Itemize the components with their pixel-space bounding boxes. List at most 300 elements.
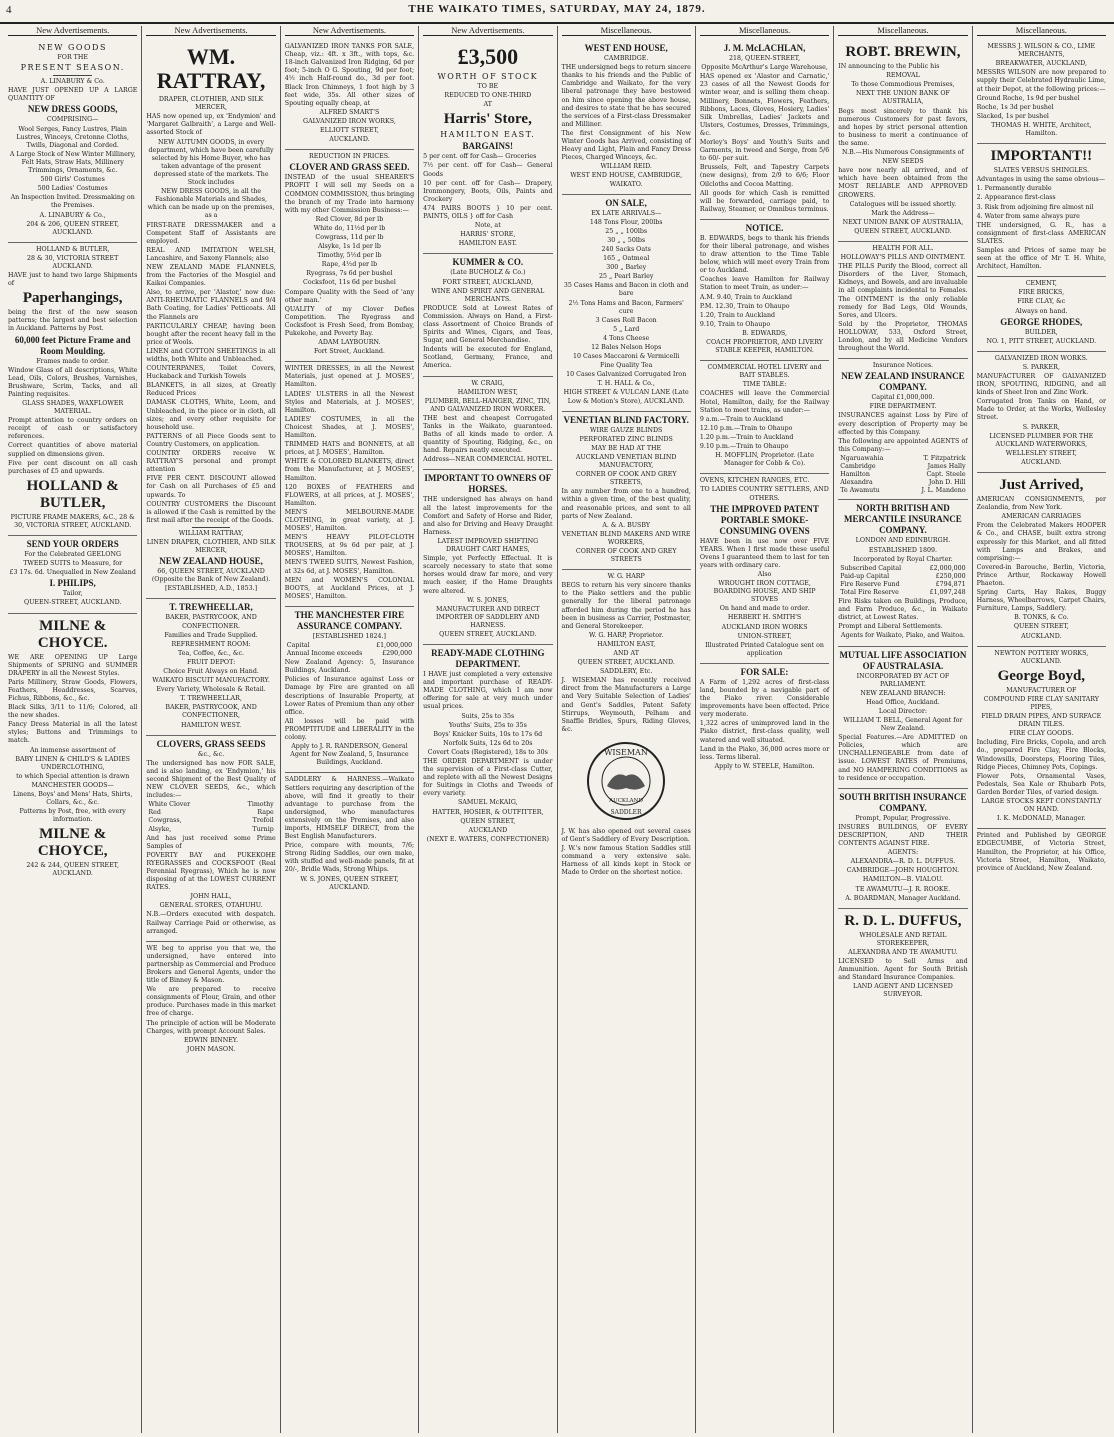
ad-line: HAMILTON EAST.	[458, 240, 517, 248]
ad-line: T. H. HALL & Co.,	[597, 380, 655, 388]
ad-paragraph: Fancy Dress Material in all the latest styles; Buttons and Trimmings to match.	[8, 721, 138, 745]
advertisement	[8, 536, 137, 613]
advertisement	[977, 829, 1106, 877]
ad-paragraph: And has just received some Prime Samples of	[146, 834, 276, 850]
ad-line: MANUFACTURER OF	[1006, 686, 1077, 694]
ad-line: WAIKATO BISCUIT MANUFACTORY.	[152, 677, 270, 685]
row-label: Subscribed Capital	[840, 564, 902, 572]
ad-line: An immense assortment of	[30, 746, 116, 754]
ad-line: A. LINABURY & Co.,	[39, 211, 106, 219]
ad-paragraph: LINEN and COTTON SHEETINGS in all widths, both White and Unbleached.	[146, 347, 276, 363]
ad-line: Tailor,	[62, 590, 83, 598]
price-row	[840, 455, 965, 463]
ad-line: Head Office, Auckland.	[866, 698, 940, 706]
ad-paragraph: 1,322 acres of unimproved land in the Piako district, first-class quality, well watered and well situated.	[699, 720, 830, 744]
advertisement	[562, 195, 691, 412]
advertisement	[8, 40, 137, 243]
ad-paragraph: Prompt attention to country orders on receipt of cash or satisfactory references.	[8, 417, 138, 441]
ad-line: NEXT THE UNION BANK OF AUSTRALIA,	[855, 90, 950, 106]
ad-paragraph: Window Glass of all descriptions, White Lead, Oils, Colors, Brushes, Varnishes, Brushware, Scrim, Tacks, and all Painting requisites.	[8, 366, 138, 398]
row-label: Ngaruawahia	[840, 454, 884, 462]
ad-paragraph: J. WISEMAN has recently received direct from the Manufacturers a Large and Very Suitable Selection of Ladies' and Gent's Saddles, Patent Safety Stirrups, Weymouth, Pelham and Snaffle Bridles, Spurs, Riding Gloves, &c.	[561, 677, 691, 733]
columns-container	[4, 26, 1110, 1433]
ad-paragraph: 1.20, Train to Auckland	[699, 311, 776, 319]
ad-paragraph: 4. Water from same always pure	[976, 212, 1080, 220]
price-row	[287, 642, 412, 650]
ad-line: Prompt, Popular, Progressive.	[855, 814, 951, 822]
ad-line: Apply to J. R. RANDERSON, General Agent for New Zealand, 5, Insurance Buildings, Auckland.	[290, 743, 409, 767]
ad-paragraph: We are prepared to receive consignments of Flour, Grain, and other produce. Purchases made in this market free of charge.	[146, 986, 276, 1018]
ad-paragraph: BLANKETS, in all sizes, at Greatly Reduced Prices	[146, 382, 276, 398]
ad-paragraph: Spring Carts, Hay Rakes, Buggy Harness, Wheelbarrows, Carpet Chairs, Furniture, Lamps, Saddlery.	[976, 589, 1106, 613]
ad-line: AUCKLAND	[468, 826, 508, 834]
ad-line: HOLLOWAY'S PILLS AND OINTMENT.	[840, 254, 966, 262]
ad-paragraph: 9 a.m.—Train to Auckland	[699, 415, 784, 423]
ad-paragraph: Sold by the Proprietor, THOMAS HOLLOWAY, 533, Oxford Street, London, and by all Medicine Vendors throughout the World.	[838, 320, 968, 353]
ad-line: 10 Cases Maccaroni & Vermicelli	[573, 353, 680, 361]
ad-paragraph: Fire Risks taken on Buildings, Produce, and Farm Produce, &c., in Waikato district, at Lowest Rates.	[838, 598, 968, 622]
ad-line: WILLIAM RATTRAY,	[178, 529, 244, 537]
ad-paragraph: DAMASK CLOTHS, White, Loom, and Unbleached, in the piece or in cloth, all sizes; and every other requisite for household use.	[146, 399, 276, 431]
column-heading: Miscellaneous.	[562, 26, 691, 36]
ad-heading: THE IMPROVED PATENT PORTABLE SMOKE-CONSUMING OVENS	[710, 503, 819, 536]
column-5	[558, 26, 696, 1433]
price-row	[840, 573, 965, 581]
ad-paragraph: HAS now opened up, ex 'Endymion' and 'Margaret Galbraith', a Large and Well-assorted Stock of	[146, 113, 276, 137]
ad-line: NEW ZEALAND BRANCH:	[860, 689, 946, 697]
ad-paragraph: Five per cent discount on all cash purchases of £5 and upwards.	[8, 459, 138, 475]
ad-line: Alsyke, 1s 1d per lb	[317, 243, 381, 251]
ad-line: HAMILTON WEST.	[180, 721, 242, 729]
ad-paragraph: Paris Millinery, Straw Goods, Flowers, Feathers, Headdresses, Scarves, Fichus, Ribbons, &c., &c.	[8, 678, 138, 702]
ad-paragraph: Advantages in using the same obvious—	[976, 176, 1106, 184]
ad-line: H. MOFFLIN, Proprietor. (Late Manager for Cobb & Co).	[715, 452, 814, 468]
ad-paragraph: INSTEAD of the usual SHEARER'S PROFIT I will sell my Seeds on a COMMON COMMISSION, thus bringing the branch of my Trade into harmony with my other Commission Business:—	[284, 174, 415, 214]
ad-line: HARRIS' STORE,	[460, 231, 516, 239]
ad-line: NEXT UNION BANK OF AUSTRALIA,	[842, 218, 964, 226]
ad-paragraph: Compare Quality with the Seed of 'any other man.'	[284, 288, 415, 304]
ad-line: WROUGHT IRON COTTAGE, BOARDING HOUSE, AND SHIP STOVES	[713, 580, 816, 604]
ad-line: LICENSED PLUMBER FOR THE AUCKLAND WATERWORKS,	[989, 432, 1094, 448]
ad-paragraph: being the first of the new season patterns; the largest and best selection in Auckland. Patterns by Post.	[8, 309, 138, 333]
ad-paragraph: 3. Risk from adjoining fire almost nil	[976, 203, 1094, 211]
ad-heading: KUMMER & CO.	[452, 257, 524, 268]
ad-line: A. LINABURY & Co.	[40, 78, 105, 86]
ad-line: To those Commodious Premises,	[851, 81, 955, 89]
ad-line: 66, QUEEN STREET, AUCKLAND (Opposite the Bank of New Zealand).	[151, 568, 271, 584]
ad-display-heading: Just Arrived,	[999, 477, 1084, 494]
ad-heading: 60,000 feet Picture Frame and Room Moulding.	[14, 334, 131, 356]
ad-line: Every Variety, Wholesale & Retail.	[156, 686, 266, 694]
ad-line: REFRESHMENT ROOM:	[171, 640, 251, 648]
ad-paragraph: 12.10 p.m.—Train to Ohaupo	[699, 424, 793, 432]
ad-paragraph: HAVE been in use now over FIVE YEARS. When I first made these useful Ovens I guaranteed them to last for ten years with ordinary care.	[699, 537, 830, 569]
column-heading: Miscellaneous.	[977, 26, 1106, 36]
ad-line: Agents for Waikato, Piako, and Waitoa.	[840, 632, 965, 640]
ad-line: QUEEN STREET,	[460, 817, 516, 825]
ad-line: Timothy, 5½d per lb	[317, 252, 382, 260]
ad-line: REDUCED TO ONE-THIRD	[444, 92, 532, 100]
ad-paragraph: MEN and WOMEN'S COLONIAL BOOTS, at Auckland Prices, at J. MOSES', Hamilton.	[284, 576, 415, 600]
ad-heading: FOR SALE:	[740, 666, 789, 677]
advertisement	[977, 277, 1106, 352]
ad-display-heading: R. D. L. DUFFUS,	[844, 912, 962, 929]
ad-line: EX LATE ARRIVALS—	[591, 209, 662, 217]
ad-line: AUCKLAND.	[1021, 458, 1062, 466]
row-value: J. L. Mandeno	[921, 487, 966, 495]
divider-rule	[192, 527, 231, 528]
ad-paragraph: THE undersigned begs to return sincere thanks to his friends and the Public of Cambridge and Waikato, for the very liberal patronage they have bestowed on him since opening the above house, and desires to state that he has secured the services of a First-class Dressmaker and Milliner.	[561, 64, 691, 128]
ad-paragraph: From the Celebrated Makers HOOPER & Co., and CHASE, built extra strong expressly for this Market, and all fitted with Lamps and Brakes, and comprising:—	[976, 522, 1106, 562]
ad-line: (NEXT E. WATERS, CONFECTIONER)	[426, 835, 549, 843]
ad-paragraph: Black Silks, 3/11 to 11/6; Colored, all the new shades.	[8, 704, 138, 720]
row-label: Cambridge	[840, 463, 876, 471]
ad-line: VENETIAN BLIND MAKERS AND WIRE WORKERS,	[561, 530, 691, 546]
ad-line: 10 Cases Galvanized Corrugated Iron	[566, 371, 687, 379]
ad-paragraph: THE ORDER DEPARTMENT is under the supervision of a First-class Cutter, and replete with all the Newest Designs for Suitings in Cloths and Tweeds of every variety.	[423, 758, 553, 798]
ad-paragraph: A.M. 9.40, Train to Auckland	[699, 293, 793, 301]
ad-line: 165 „ Oatmeal	[603, 255, 650, 263]
ad-line: SLATES VERSUS SHINGLES.	[993, 167, 1089, 175]
ad-line: 148 Tons Flour, 200lbs	[589, 218, 663, 226]
ad-paragraph: Including, Fire Bricks, Copola, and arch do., prepared Fire Clay, Fire Blocks, Windowsills, Doorsteps, Flooring Tiles, Ridge Pieces, Chimney Pots, Copings.	[976, 739, 1106, 771]
ad-line: Cowgrass, 11d per lb	[315, 233, 384, 241]
ad-paragraph: FIRST-RATE DRESSMAKER and a Competent Staff of Assistants are employed.	[146, 221, 276, 245]
ad-paragraph: QUALITY of my Clover Defies Competition. The Ryegrass and Cocksfoot is Fresh Seed, from Bombay, Pukekohe, and Poverty Bay.	[284, 305, 415, 337]
row-value: £2,000,000	[929, 564, 966, 572]
ad-line: HERBERT H. SMITH'S	[727, 614, 802, 622]
ad-line: Boys' Knicker Suits, 10s to 17s 6d	[433, 730, 543, 738]
ad-paragraph: Samples and Prices of same may be seen at the office of Mr T. H. White, Architect, Hamilton.	[976, 246, 1106, 271]
ad-line: CORNER OF COOK AND GREY STREETS	[575, 547, 677, 564]
ad-line: AUCKLAND.	[329, 136, 370, 144]
ad-line: 30 „ „ 50lbs	[607, 236, 646, 244]
ad-line: CORNER OF COOK AND GREY STREETS,	[575, 471, 677, 487]
ad-line: MAY BE HAD AT THE	[591, 444, 662, 452]
ad-line: Suits, 25s to 35s	[461, 712, 515, 720]
ad-line: FOR THE	[57, 54, 88, 62]
ad-spaced-heading: HAMILTON EAST.	[440, 130, 536, 140]
ad-paragraph: MESSRS WILSON are now prepared to supply their Celebrated Hydraulic Lime, at their Depot, at the following prices:—	[976, 69, 1106, 93]
ad-line: BAKER, PASTRYCOOK, AND CONFECTIONER.	[165, 614, 257, 630]
row-value: £250,000	[935, 572, 966, 580]
ad-paragraph: Prompt and Liberal Settlements.	[838, 623, 943, 631]
ad-line: NEWTON POTTERY WORKS, AUCKLAND.	[994, 649, 1089, 665]
ad-line: MANUFACTURER AND DIRECT IMPORTER OF SADDLERY AND HARNESS.	[436, 605, 540, 629]
ad-line: ESTABLISHED 1809.	[868, 546, 937, 554]
row-value: Timothy	[247, 801, 274, 809]
ad-line: 204 & 206, QUEEN STREET, AUCKLAND.	[26, 220, 119, 236]
ad-line: Note, at	[474, 222, 501, 230]
ad-line: A. & A. BUSBY	[602, 521, 650, 529]
ad-paragraph: THE undersigned has always on hand all the latest improvements for the Comfort and Safety of Horse and Rider, and also for Driving and Heavy Draught Harness.	[423, 496, 553, 536]
ad-line: Fort Street, Auckland.	[313, 348, 385, 356]
ad-line: Families and Trade Supplied.	[164, 631, 258, 639]
ad-line: FIELD DRAIN PIPES, AND SURFACE DRAIN TILES.	[981, 713, 1102, 729]
ad-line: AUCKLAND IRON WORKS	[721, 623, 808, 631]
ad-display-heading: IMPORTANT!!	[990, 148, 1093, 165]
ad-line: INCORPORATED BY ACT OF PARLIAMENT.	[856, 672, 950, 688]
ad-paragraph: The undersigned has now FOR SALE, and is also landing, ex 'Endymion,' his second Shipment of the Best Quality of NEW CLOVER SEEDS, &c., which includes:—	[146, 759, 276, 800]
advertisement	[700, 474, 829, 664]
ad-line: QUEEN STREET, AUCKLAND.	[439, 630, 537, 638]
ad-paragraph: A Farm of 1,292 acres of first-class land, bounded by a navigable part of the Piako river. Considerable improvements have been effected. Price very moderate.	[699, 678, 830, 719]
ad-line: 240 Sacks Oats	[601, 245, 651, 253]
row-value: John D. Hill	[928, 479, 966, 487]
newspaper-title: THE WAIKATO TIMES, SATURDAY, MAY 24, 1879.	[408, 3, 706, 15]
ad-heading: SEND YOUR ORDERS	[26, 539, 119, 550]
ad-line: W. S. JONES,	[467, 596, 509, 604]
ad-paragraph: Printed and Published by GEORGE EDGECUMBE, of Victoria Street, Hamilton, the Proprietor, at his Office, Victoria Street, Hamilton, Waikato, province of Auckland, New Zealand.	[976, 832, 1106, 872]
ad-line: 242 & 244, QUEEN STREET, AUCKLAND.	[26, 862, 119, 878]
ad-paragraph: INSURES BUILDINGS, OF EVERY DESCRIPTION, AND THEIR CONTENTS AGAINST FIRE.	[838, 823, 968, 848]
ad-paragraph: The following are appointed AGENTS of this Company:—	[838, 437, 968, 453]
divider-rule	[53, 75, 92, 76]
ad-line: WHOLESALE AND RETAIL STOREKEEPER,	[859, 931, 947, 947]
ad-line: 500 Girls' Costumes	[40, 176, 105, 184]
ad-paragraph: LICENSED to Sell Arms and Ammunition. Agent for South British and Standard Insurance Companies.	[838, 957, 968, 982]
advertisement	[977, 647, 1106, 830]
ad-paragraph: Covered-in Barouche, Berlin, Victoria, Prince Arthur, Rockaway Howell Phaeton.	[976, 563, 1106, 587]
ad-line: NO. 1, PITT STREET, AUCKLAND.	[986, 337, 1097, 345]
ad-line: ELLIOTT STREET,	[320, 127, 379, 135]
ad-line: For the Celebrated GEELONG	[24, 551, 121, 559]
ad-heading: THE MANCHESTER FIRE ASSURANCE COMPANY.	[294, 609, 405, 631]
ad-paragraph: In any number from one to a hundred, within a given time, of the best quality, and reasonable prices, and sent to all parts of New Zealand.	[561, 488, 691, 520]
ad-line: AT	[483, 101, 493, 109]
ad-line: SAMUEL McKAIG,	[457, 799, 518, 807]
ad-line: Apply to W. STEELE, Hamilton.	[714, 762, 815, 770]
ad-paragraph: J. W.'s now famous Station Saddles still command a very extensive sale. Harness of all kinds kept in Stock or Made to Order on the shortest notice.	[561, 845, 691, 877]
ad-line: &c., &c.	[197, 750, 225, 758]
price-row	[148, 826, 273, 834]
ad-line: 5 „ Lard	[613, 325, 640, 333]
ad-paragraph: PRODUCE Sold at Lowest Rates of Commission. Always on Hand, a First-class Assortment of Choice Brands of Spirits and Wines, Cigars, and Teas, Sugar, and General Merchandise.	[423, 304, 553, 345]
ad-line: W. CRAIG,	[471, 379, 505, 387]
ad-line: QUEEN STREET, AUCKLAND.	[854, 227, 952, 235]
ad-line: 2½ Tons Hams and Bacon, Farmers' cure	[568, 299, 684, 315]
ad-line: BABY LINEN & CHILD'S & LADIES UNDERCLOTHING,	[15, 755, 130, 771]
ad-heading: NORTH BRITISH AND MERCANTILE INSURANCE COMPANY.	[844, 503, 962, 536]
ad-line: REDUCTION IN PRICES.	[309, 153, 390, 161]
advertisement	[977, 352, 1106, 473]
ad-line: W. S. JONES, QUEEN STREET, AUCKLAND.	[300, 875, 399, 891]
ad-paragraph: MEN'S MELBOURNE-MADE CLOTHING, in great variety, at J. MOSES', Hamilton.	[284, 508, 415, 533]
ad-paragraph: 10 per cent. off for Cash— Drapery, Ironmongery, Boots, Oils, Paints and Crockery	[423, 179, 553, 203]
ad-paragraph: HAVE just to hand two large Shipments of	[8, 272, 138, 288]
advertisement	[700, 664, 829, 776]
ad-paragraph: Price, compare with mounts, 7/6; Strong Riding Saddles, our own make, with stuffed and well-made panels, fit at 20/-, Bridle Wads, Strong Whips.	[284, 842, 415, 874]
ad-line: 25 „ Pearl Barley	[598, 273, 654, 281]
ad-line: Choice Fruit Always on Hand.	[163, 668, 259, 675]
ad-paragraph: J. W. has also opened out several cases of Gent's Saddlery of Every Description.	[561, 827, 691, 844]
ad-line: Opposite McArthur's Large Warehouse,	[701, 64, 828, 72]
ad-paragraph: 474 PAIRS BOOTS } 10 per cent. PAINTS, OILS } off for Cash	[423, 204, 553, 221]
ad-paragraph: Begs most sincerely to thank his numerous Customers for past favors, and hopes by strict personal attention to business to merit a continuance of the same.	[838, 107, 968, 147]
column-heading: New Advertisements.	[285, 26, 414, 36]
ad-line: Cocksfoot, 11s 6d per bushel	[303, 279, 396, 287]
ad-line: HAMILTON EAST,	[597, 640, 656, 648]
advertisement	[700, 220, 829, 361]
ad-line: W. G. HARP	[607, 573, 645, 581]
ad-paragraph: 7½ per cent. off for Cash— General Goods	[423, 162, 553, 178]
ad-paragraph: MANUFACTURER OF GALVANIZED IRON, SPOUTING, RIDGING, and all kinds of Sheet Iron and Zinc Work.	[976, 373, 1106, 397]
ad-line: S. PARKER,	[1022, 423, 1060, 431]
ad-line: JOHN HALL,	[190, 893, 232, 901]
ad-line: QUEEN STREET, AUCKLAND.	[577, 659, 675, 667]
ad-line: TO BE	[477, 83, 499, 91]
ad-line: [ESTABLISHED, A.D., 1853.]	[164, 585, 258, 593]
ad-line: Patterns by Post, free, with every information.	[19, 808, 126, 824]
ad-line: WILLIAM REID.	[600, 163, 652, 171]
ad-line: ALEXANDRA AND TE AWAMUTU.	[848, 948, 958, 956]
ad-line: Also	[757, 570, 772, 578]
advertisement	[146, 736, 275, 942]
price-row	[840, 565, 965, 573]
row-value: Trefoil	[252, 817, 274, 825]
row-label: Annual Income exceeds	[286, 650, 363, 658]
ad-line: Norfolk Suits, 12s 6d to 20s	[443, 739, 533, 747]
column-6	[696, 26, 834, 1433]
ad-paragraph: WINTER DRESSES, in all the Newest Materials, just opened at J. MOSES', Hamilton.	[284, 365, 415, 389]
ad-line: 28 & 30, VICTORIA STREET AUCKLAND.	[27, 254, 119, 270]
ad-line: T. TREWHEELLAR,	[180, 695, 242, 703]
ad-paragraph: Brussels, Felt, and Tapestry Carpets (new designs), from 2/9 to 6/6; Floor Oilcloths and Cocoa Matting.	[699, 164, 830, 188]
page-number: 4	[6, 4, 13, 16]
ad-paragraph: LADIES' ULSTERS in all the Newest Styles and Materials, at J. MOSES', Hamilton.	[284, 390, 415, 414]
ad-line: HAMILTON—B. VIALOU.	[862, 876, 943, 884]
column-heading: New Advertisements.	[146, 26, 275, 36]
ad-paragraph: 1.20 p.m.—Train to Auckland	[699, 433, 794, 441]
price-row	[840, 589, 965, 597]
seal-name-text: WISEMAN	[604, 747, 649, 757]
ad-line: to which Special attention is drawn	[16, 772, 130, 780]
ad-paragraph: NEW ZEALAND MADE FLANNELS, from the Factories of the Mosgiel and Kaikoi Companies.	[146, 263, 276, 288]
ad-line: BAKER, PASTRYCOOK, AND CONFECTIONER,	[165, 704, 257, 720]
ad-line: FORT STREET, AUCKLAND,	[442, 278, 534, 286]
advertisement	[285, 773, 414, 896]
price-row	[840, 471, 965, 479]
ad-heading: I. PHILIPS,	[49, 578, 96, 589]
ad-paragraph: PATTERNS of all Piece Goods sent to Country Customers, on application.	[146, 432, 276, 448]
advertisement	[8, 614, 137, 884]
advertisement	[838, 40, 967, 242]
saddle-icon	[607, 774, 645, 789]
ad-heading: CLOVER AND GRASS SEED.	[289, 162, 410, 173]
ad-line: MANCHESTER GOODS—	[31, 781, 114, 789]
ad-line: A Large Stock of New Winter Millinery, Felt Hats, Straw Hats, Millinery Trimmings, Ornaments, &c.	[9, 150, 136, 175]
ad-line: PERFORATED ZINC BLINDS	[579, 435, 673, 443]
ad-large-heading: WM. RATTRAY,	[156, 44, 266, 94]
price-row	[148, 809, 273, 817]
ad-line: NEW AUTUMN GOODS, in every department, which have been carefully selected by his Home Buyer, who has taken advantage of the present depressed state of the markets. The Stock includes	[148, 138, 274, 187]
advertisement	[285, 362, 414, 607]
ad-line: CAMBRIDGE—JOHN HOUGHTON.	[846, 867, 960, 875]
advertisement	[423, 377, 552, 471]
advertisement	[146, 942, 275, 1059]
advertisement	[838, 500, 967, 646]
ad-line: AUCKLAND VENETIAN BLIND MANUFACTORY,	[575, 453, 677, 470]
advertisement	[8, 243, 137, 536]
ad-line: WIRE GAUZE BLINDS	[590, 426, 663, 434]
ad-line: 35 Cases Hams and Bacon in cloth and bare	[563, 282, 689, 298]
ad-line: N.B.—His Numerous Consignments of	[842, 149, 964, 157]
ad-line: Youths' Suits, 25s to 35s	[448, 721, 527, 729]
row-value: Rape	[257, 809, 274, 817]
ad-line: AGENTS:	[887, 849, 919, 857]
ad-line: (Late BUCHOLZ & Co.)	[450, 269, 526, 277]
ad-line: FRUIT DEPOT:	[186, 658, 236, 666]
ad-line: EDWIN BINNEY.	[183, 1036, 239, 1044]
ad-display-heading: Harris' Store,	[443, 111, 532, 128]
ad-paragraph: 9.10, Train to Ohaupo	[699, 320, 771, 328]
ad-line: LARGE STOCKS KEPT CONSTANTLY ON HAND.	[981, 798, 1102, 814]
ad-line: 500 Ladies' Costumes	[37, 185, 108, 193]
ad-line: Covert Coats (Registered), 18s to 30s	[427, 748, 548, 756]
ad-spaced-heading: PRESENT SEASON.	[20, 63, 125, 73]
ad-line: Frames made to order.	[36, 357, 110, 365]
advertisement	[700, 361, 829, 474]
ad-heading: GEORGE RHODES,	[1000, 316, 1083, 327]
ad-heading: NEW DRESS GOODS,	[27, 104, 118, 115]
ad-line: B. TONKS, & Co.	[1014, 614, 1069, 622]
ad-heading: IMPORTANT TO OWNERS OF HORSES.	[424, 473, 552, 495]
ad-line: 3 Cases Roll Bacon	[595, 316, 657, 324]
ad-paragraph: Also, to arrive, per 'Alastor,' now due: ANTI-RHEUMATIC FLANNELS and 9/4 Bath Coating, for Ladies' Petticoats. All the Flannels are	[146, 289, 276, 321]
advertisement	[562, 412, 691, 571]
ad-paragraph: 9.10 p.m.—Train to Ohaupo	[699, 443, 789, 451]
ad-line: 12 Bales Nelson Hops	[591, 344, 662, 351]
ad-paragraph: HAS opened ex 'Alastor and Carnatic,' 23 cases of all the Newest Goods for winter wear, and is selling them cheap. Millinery, Bonnets, Flowers, Feathers, Ribbons, Laces, Gloves, Hosiery, Ladies' Silk Umbrellas, Ladies' Jackets and Ulsters, Costumes, Dresses, Trimmings, &c.	[699, 73, 830, 137]
ad-paragraph: PARTICULARLY CHEAP, having been bought after the recent heavy fall in the price of Wools.	[146, 322, 276, 346]
ad-line: TO LADIES COUNTRY SETTLERS, AND OTHERS.	[700, 486, 829, 502]
ad-line: TE AWAMUTU—J. R. ROOKE.	[855, 885, 951, 893]
row-label: Total Fire Reserve	[840, 588, 899, 596]
ad-line: ADAM LAYBOURN.	[318, 339, 381, 347]
advertisement	[146, 599, 275, 735]
ad-line: 25 „ „ 100lbs	[605, 227, 648, 235]
ad-line: LONDON AND EDINBURGH.	[855, 537, 951, 545]
ad-line: Illustrated Printed Catalogue sent on application	[705, 641, 824, 657]
ad-paragraph: Morley's Boys' and Youth's Suits and Garments, in tweed and Serge, from 5/6 to 60/- per suit.	[699, 139, 830, 163]
ad-display-heading: ROBT. BREWIN,	[845, 44, 961, 61]
ad-line: HAMILTON WEST,	[457, 388, 518, 396]
ad-line: [ESTABLISHED 1824.]	[312, 632, 386, 640]
advertisement	[977, 144, 1106, 277]
row-value: £794,871	[935, 580, 966, 588]
ad-line: Fine Quality Tea	[599, 362, 653, 370]
seal-place-text: AUCKLAND	[609, 797, 644, 804]
ad-line: QUEEN-STREET, AUCKLAND.	[23, 599, 122, 607]
ad-paragraph: Ground Roche, 1s 9d per bushel	[976, 94, 1080, 102]
ad-paragraph: HAVE JUST OPENED UP A LARGE QUANTITY OF	[8, 87, 138, 103]
ad-line: Mark the Address—	[871, 209, 935, 217]
ad-line: 218, QUEEN-STREET,	[729, 55, 801, 63]
ad-paragraph: COUNTRY CUSTOMERS the Discount is allowed if the Cash is remitted by the first mail after the receipt of the Goods.	[146, 500, 276, 524]
row-label: Paid-up Capital	[840, 572, 890, 580]
ad-line: QUEEN STREET,	[1013, 623, 1069, 631]
column-1	[4, 26, 142, 1433]
ad-paragraph: MEN'S TWEED SUITS, Newest Fashion, at 32s 6d, at J. MOSES', Hamilton.	[284, 559, 415, 575]
advertisement	[977, 473, 1106, 647]
ad-line: PLUMBER, BELL-HANGER, ZINC, TIN, AND GALVANIZED IRON WORKER.	[424, 397, 551, 413]
ad-line: Capital £1,000,000.	[871, 394, 935, 402]
column-3	[281, 26, 419, 1433]
ad-line: Ryegrass, 7s 6d per bushel	[306, 270, 393, 278]
price-row	[840, 581, 965, 589]
ad-line: COMPOUND FIRE CLAY SANITARY PIPES,	[983, 695, 1099, 711]
ad-paragraph: have now nearly all arrived, and of which have been obtained from the MOST RELIABLE AND APPROVED GROWERS.	[838, 167, 968, 199]
